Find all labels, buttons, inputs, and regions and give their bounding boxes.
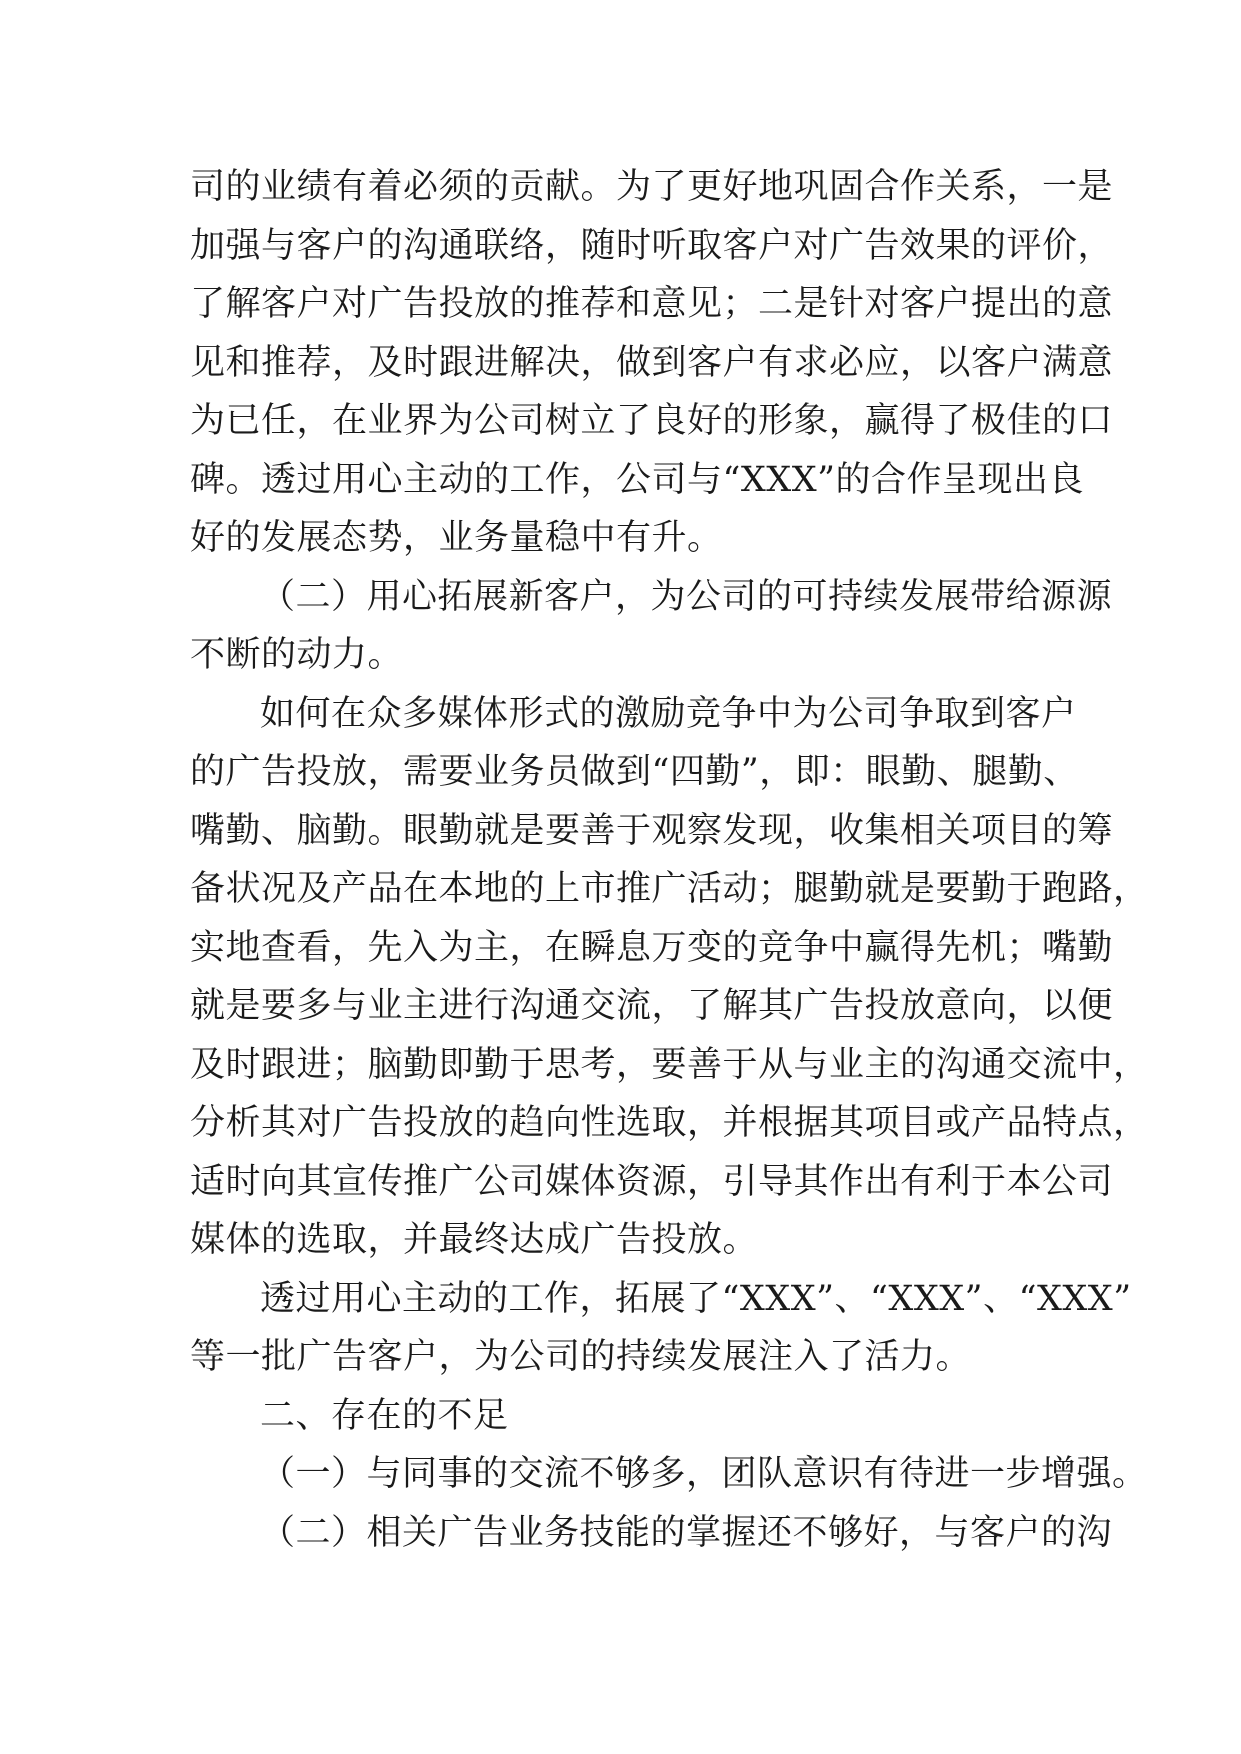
text-line: 司的业绩有着必须的贡献。为了更好地巩固合作关系，一是 [190, 167, 1114, 207]
text-line: 的广告投放，需要业务员做到“四勤”，即：眼勤、腿勤、 [190, 752, 1079, 792]
text-line: 适时向其宣传推广公司媒体资源，引导其作出有利于本公司 [190, 1161, 1114, 1202]
text-line: 等一批广告客户，为公司的持续发展注入了活力。 [190, 1337, 972, 1377]
text-line: 见和推荐，及时跟进解决，做到客户有求必应，以客户满意 [190, 342, 1114, 383]
text-line: 碑。透过用心主动的工作，公司与“XXX”的合作呈现出良 [190, 459, 1085, 500]
text-line: 加强与客户的沟通联络，随时听取客户对广告效果的评价， [190, 225, 1114, 266]
text-line: 就是要多与业主进行沟通交流，了解其广告投放意向，以便 [190, 986, 1114, 1026]
document-body [190, 158, 1149, 1562]
text-line: 分析其对广告投放的趋向性选取，并根据其项目或产品特点， [190, 1103, 1149, 1143]
text-line: 及时跟进；脑勤即勤于思考，要善于从与业主的沟通交流中， [190, 1044, 1149, 1085]
paragraph-first-line: 透过用心主动的工作，拓展了“XXX”、“XXX”、“XXX” [260, 1278, 1132, 1319]
section-heading-line: （二）用心拓展新客户，为公司的可持续发展带给源源 [260, 576, 1113, 617]
subsection-line: （二）相关广告业务技能的掌握还不够好，与客户的沟 [260, 1512, 1113, 1553]
text-line: 媒体的选取，并最终达成广告投放。 [190, 1220, 759, 1260]
text-line: 为已任，在业界为公司树立了良好的形象，赢得了极佳的口 [190, 401, 1114, 441]
text-line: 备状况及产品在本地的上市推广活动；腿勤就是要勤于跑路， [190, 869, 1149, 909]
text-line: 好的发展态势，业务量稳中有升。 [190, 518, 723, 558]
subsection-line: （一）与同事的交流不够多，团队意识有待进一步增强。 [260, 1454, 1148, 1494]
text-line: 了解客户对广告投放的推荐和意见；二是针对客户提出的意 [190, 284, 1114, 324]
section-heading-line: 二、存在的不足 [260, 1395, 509, 1436]
text-line: 嘴勤、脑勤。眼勤就是要善于观察发现，收集相关项目的筹 [190, 810, 1114, 851]
paragraph-first-line: 如何在众多媒体形式的激励竞争中为公司争取到客户 [260, 693, 1077, 734]
text-line: 不断的动力。 [190, 635, 404, 675]
text-line: 实地查看，先入为主，在瞬息万变的竞争中赢得先机；嘴勤 [190, 927, 1114, 968]
